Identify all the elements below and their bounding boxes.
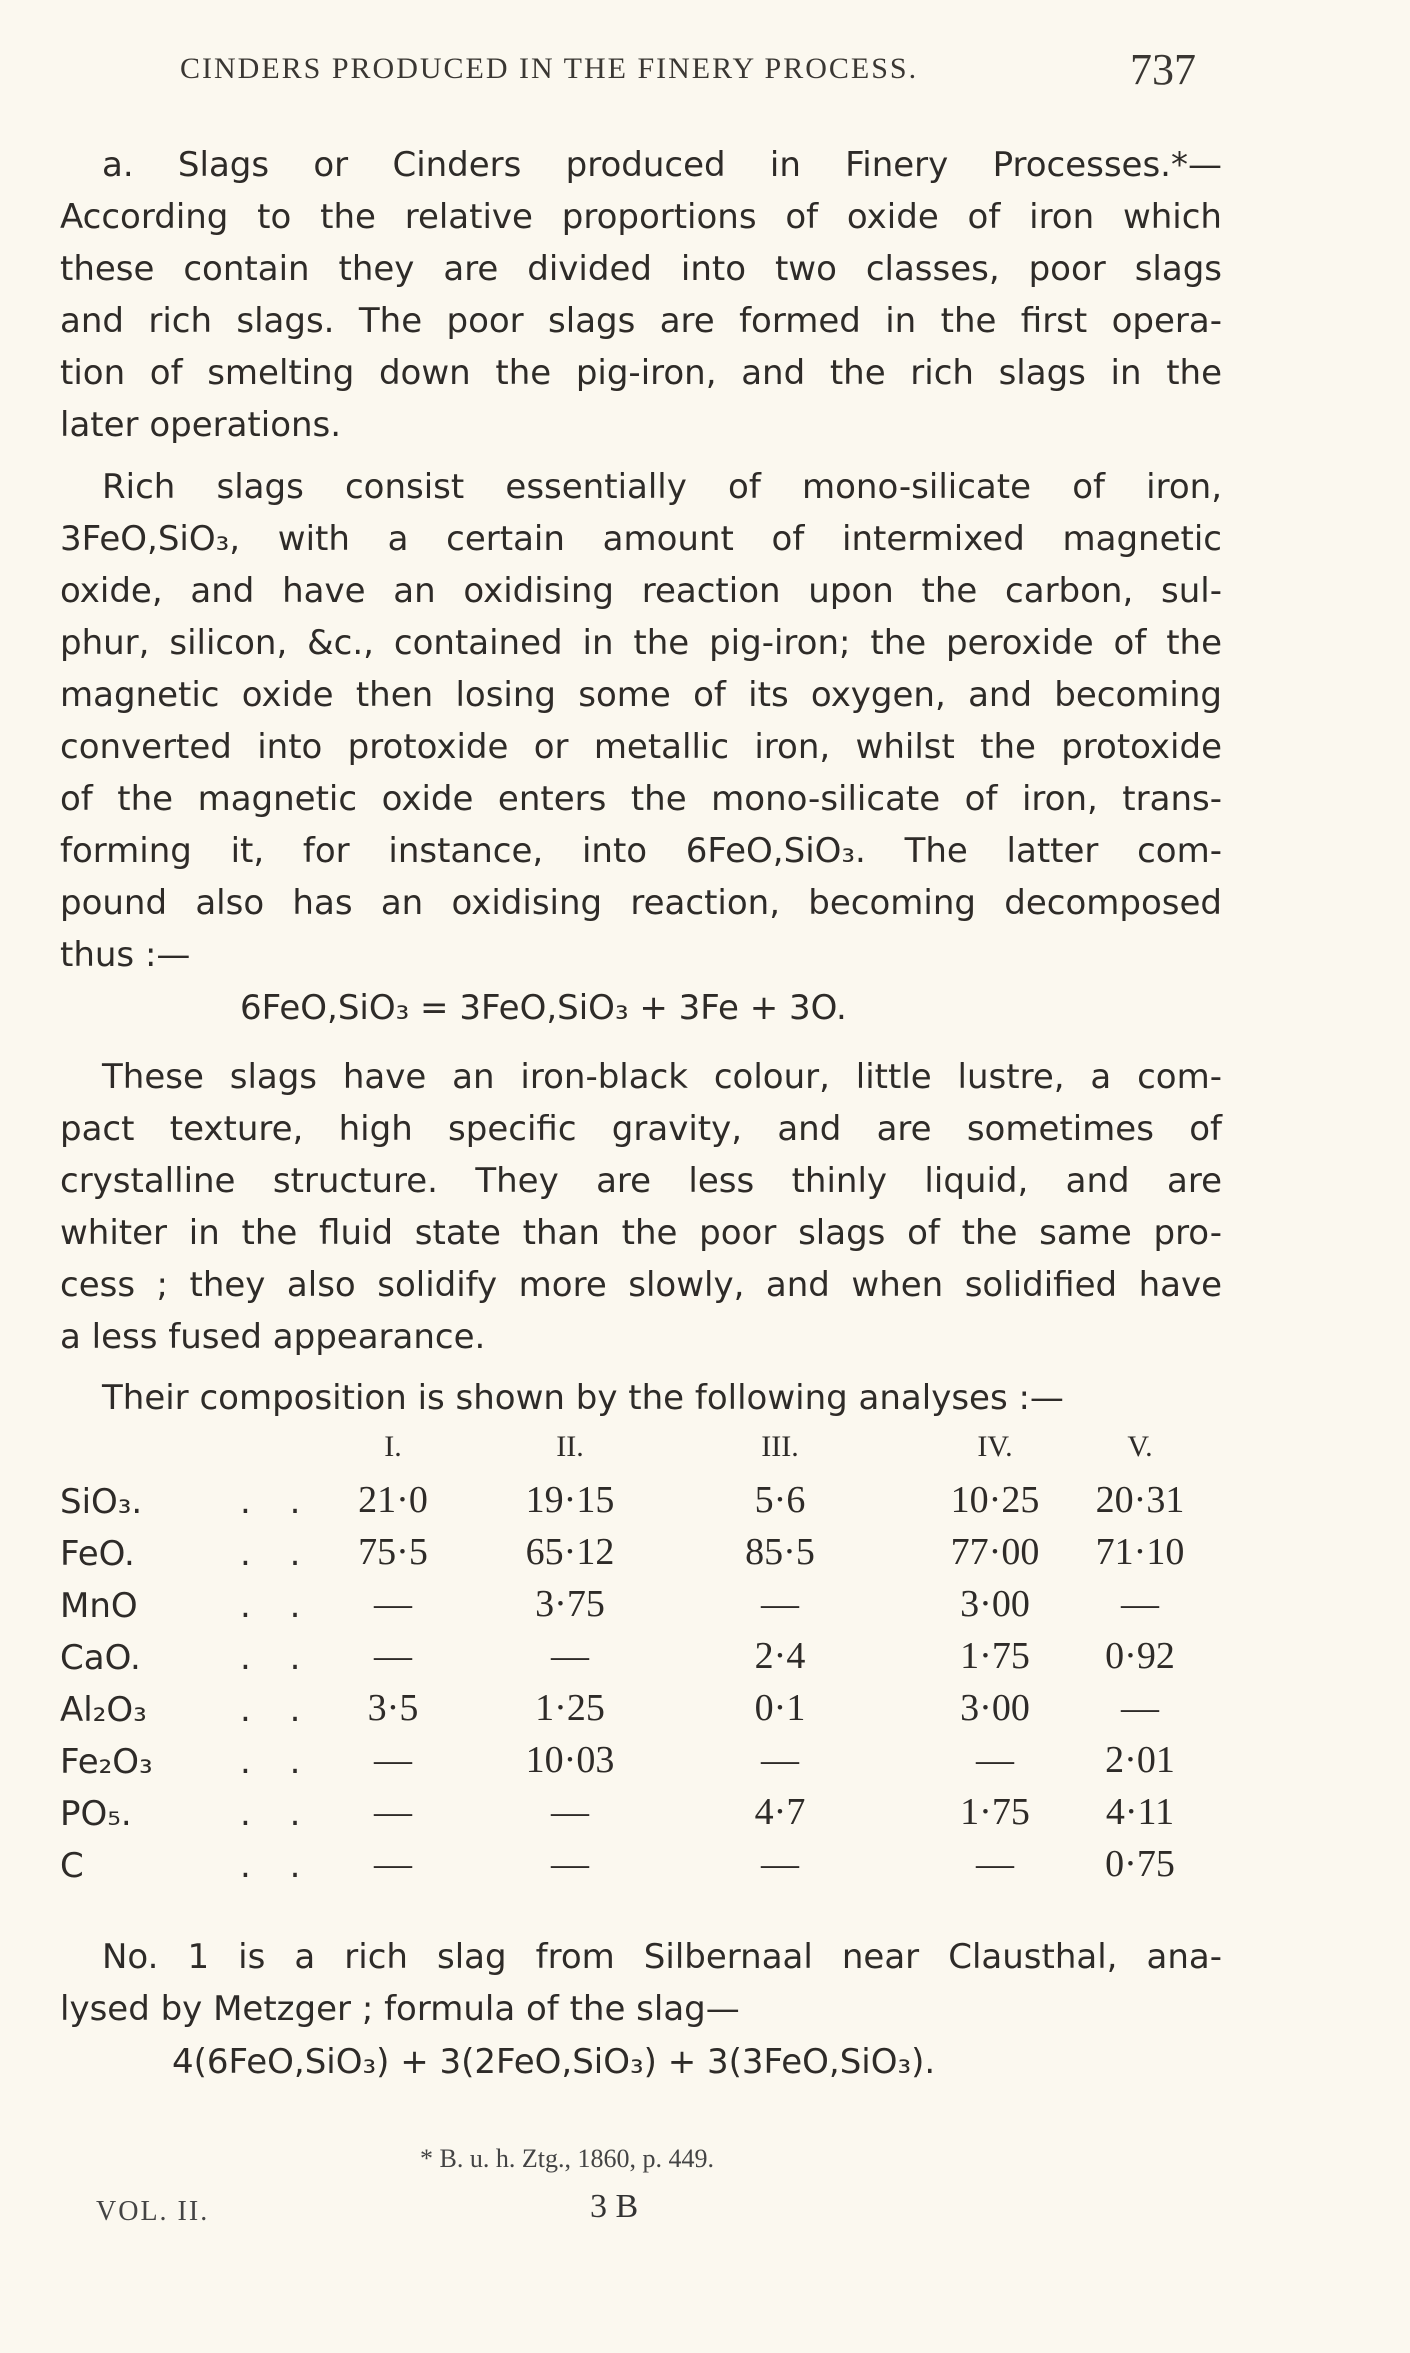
table-cell: 20·31 [1095, 1479, 1185, 1521]
text-line: crystalline structure. They are less thinly liquid, and are [60, 1161, 1222, 1201]
table-cell: 0·75 [1105, 1843, 1175, 1885]
row-label: Fe₂O₃ [60, 1742, 153, 1782]
text-line: These slags have an iron-black colour, little lustre, a com- [102, 1057, 1222, 1097]
row-label: Al₂O₃ [60, 1690, 147, 1730]
table-cell: — [551, 1635, 589, 1677]
table-cell: 0·92 [1105, 1635, 1175, 1677]
running-header: CINDERS PRODUCED IN THE FINERY PROCESS. [180, 52, 919, 85]
text-line: a. Slags or Cinders produced in Finery Processes.*— [102, 145, 1222, 185]
table-cell: 10·03 [525, 1739, 615, 1781]
text-line: thus :— [60, 935, 191, 975]
table-cell: — [761, 1583, 799, 1625]
row-label: FeO. [60, 1534, 135, 1574]
text-line: tion of smelting down the pig-iron, and the rich slags in the [60, 353, 1222, 393]
leader-dots: . . [240, 1690, 315, 1730]
table-cell: — [374, 1791, 412, 1833]
row-label: SiO₃. [60, 1482, 143, 1522]
table-cell: — [374, 1583, 412, 1625]
table-cell: — [551, 1791, 589, 1833]
text-line: a less fused appearance. [60, 1317, 486, 1357]
column-header: I. [384, 1430, 402, 1463]
text-line: phur, silicon, &c., contained in the pig-iron; the peroxide of the [60, 623, 1222, 663]
table-cell: 4·7 [754, 1791, 806, 1833]
table-cell: 71·10 [1095, 1531, 1185, 1573]
row-label: MnO [60, 1586, 138, 1626]
table-cell: 75·5 [358, 1531, 428, 1573]
analysis-table [0, 1430, 1410, 1886]
row-label: PO₅. [60, 1794, 132, 1834]
table-cell: — [374, 1843, 412, 1885]
leader-dots: . . [240, 1742, 315, 1782]
leader-dots: . . [240, 1534, 315, 1574]
table-cell: — [1121, 1687, 1159, 1729]
table-cell: 1·25 [535, 1687, 605, 1729]
table-cell: — [976, 1739, 1014, 1781]
text-line: No. 1 is a rich slag from Silbernaal near Clausthal, ana- [102, 1937, 1222, 1977]
table-cell: 10·25 [950, 1479, 1040, 1521]
table-cell: — [374, 1739, 412, 1781]
slag-formula: 4(6FeO,SiO₃) + 3(2FeO,SiO₃) + 3(3FeO,SiO₃). [172, 2042, 936, 2082]
table-cell: — [976, 1843, 1014, 1885]
table-cell: — [761, 1843, 799, 1885]
page-number: 737 [1130, 45, 1196, 94]
column-header: II. [556, 1430, 584, 1463]
volume-label: VOL. II. [96, 2196, 210, 2227]
table-cell: 2·4 [754, 1635, 806, 1677]
text-line: later operations. [60, 405, 342, 445]
table-cell: 1·75 [960, 1791, 1030, 1833]
table-cell: — [761, 1739, 799, 1781]
row-label: CaO. [60, 1638, 141, 1678]
text-line: converted into protoxide or metallic iron, whilst the protoxide [60, 727, 1222, 767]
column-header: III. [761, 1430, 799, 1463]
table-cell: 4·11 [1105, 1791, 1175, 1833]
text-line: forming it, for instance, into 6FeO,SiO₃. The latter com- [60, 831, 1222, 871]
text-line: Rich slags consist essentially of mono-silicate of iron, [102, 467, 1222, 507]
signature-mark: 3 B [590, 2188, 639, 2225]
text-line: 3FeO,SiO₃, with a certain amount of intermixed magnetic [60, 519, 1222, 559]
footnote: * B. u. h. Ztg., 1860, p. 449. [420, 2144, 714, 2173]
text-line: oxide, and have an oxidising reaction upon the carbon, sul- [60, 571, 1222, 611]
text-line: cess ; they also solidify more slowly, and when solidified have [60, 1265, 1222, 1305]
row-label: C [60, 1846, 84, 1886]
text-line: lysed by Metzger ; formula of the slag— [60, 1989, 740, 2029]
text-line: According to the relative proportions of oxide of iron which [60, 197, 1222, 237]
table-cell: 3·00 [960, 1687, 1030, 1729]
table-cell: 19·15 [525, 1479, 615, 1521]
leader-dots: . . [240, 1638, 315, 1678]
text-line: pound also has an oxidising reaction, becoming decomposed [60, 883, 1222, 923]
text-line: whiter in the fluid state than the poor slags of the same pro- [60, 1213, 1222, 1253]
text-line: of the magnetic oxide enters the mono-silicate of iron, trans- [60, 779, 1222, 819]
table-cell: 1·75 [960, 1635, 1030, 1677]
leader-dots: . . [240, 1794, 315, 1834]
text-line: pact texture, high specific gravity, and are sometimes of [60, 1109, 1222, 1149]
column-header: IV. [977, 1430, 1013, 1463]
equation: 6FeO,SiO₃ = 3FeO,SiO₃ + 3Fe + 3O. [240, 988, 847, 1028]
paragraph-intro [60, 139, 1222, 451]
leader-dots: . . [240, 1846, 315, 1886]
table-cell: 0·1 [754, 1687, 806, 1729]
paragraph-rich-slags [60, 461, 1222, 981]
table-cell: 3·75 [535, 1583, 605, 1625]
text-line: these contain they are divided into two classes, poor slags [60, 249, 1222, 289]
column-header: V. [1127, 1430, 1153, 1463]
table-cell: 77·00 [950, 1531, 1040, 1573]
table-cell: — [551, 1843, 589, 1885]
table-cell: 3·00 [960, 1583, 1030, 1625]
table-cell: — [1121, 1583, 1159, 1625]
paragraph-properties [60, 1051, 1222, 1363]
table-cell: 85·5 [745, 1531, 815, 1573]
paragraph-composition-intro [60, 1372, 1222, 1424]
text-line: Their composition is shown by the following analyses :— [102, 1378, 1064, 1418]
leader-dots: . . [240, 1482, 315, 1522]
text-line: and rich slags. The poor slags are formed in the first opera- [60, 301, 1222, 341]
text-line: magnetic oxide then losing some of its oxygen, and becoming [60, 675, 1222, 715]
table-cell: 5·6 [754, 1479, 806, 1521]
table-cell: 65·12 [525, 1531, 615, 1573]
paragraph-note [60, 1931, 1222, 2035]
leader-dots: . . [240, 1586, 315, 1626]
table-cell: 2·01 [1105, 1739, 1175, 1781]
table-cell: 3·5 [367, 1687, 419, 1729]
table-cell: — [374, 1635, 412, 1677]
table-cell: 21·0 [358, 1479, 428, 1521]
